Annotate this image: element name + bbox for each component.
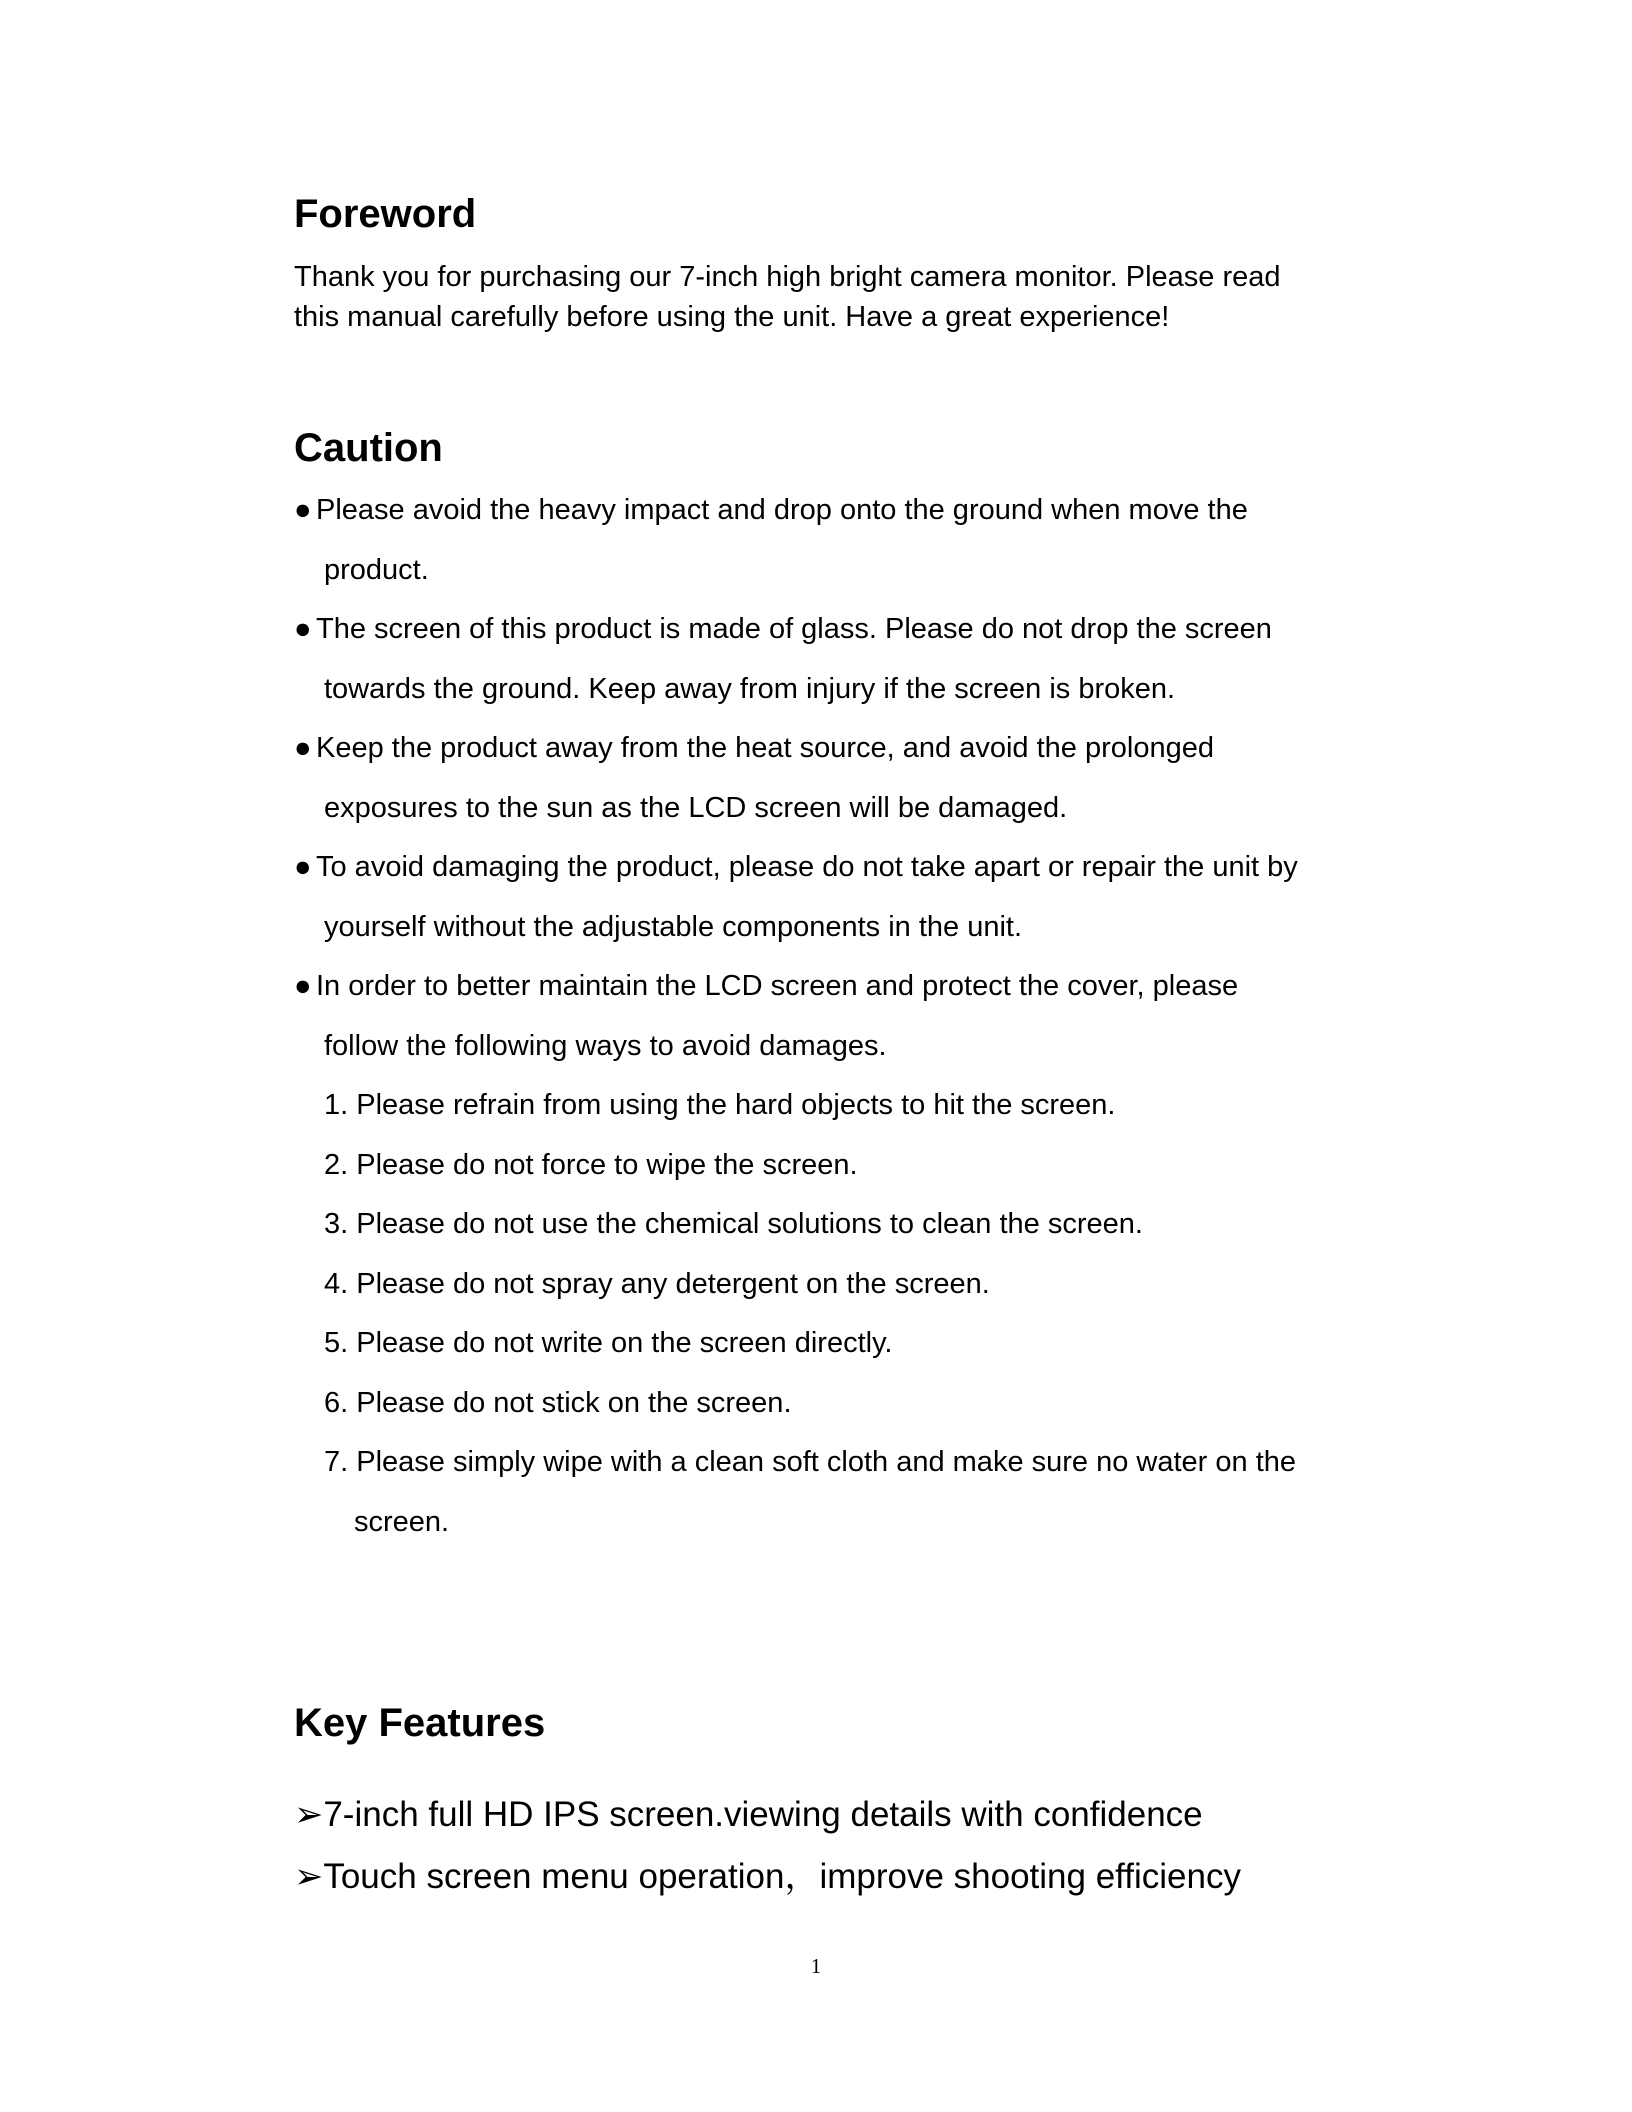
numbered-item-2: 2. Please do not force to wipe the screen.	[324, 1149, 858, 1181]
caution-item-1	[294, 496, 1248, 525]
foreword-text-line-1: Thank you for purchasing our 7-inch high bright camera monitor. Please read	[294, 261, 1281, 293]
caution-item-5	[294, 972, 1238, 1001]
caution-item-2-line-1: The screen of this product is made of glass. Please do not drop the screen	[316, 613, 1272, 645]
numbered-item-4: 4. Please do not spray any detergent on the screen.	[324, 1268, 990, 1300]
caution-item-1-line-1: Please avoid the heavy impact and drop onto the ground when move the	[316, 494, 1248, 526]
bullet-icon: ●	[294, 851, 312, 883]
feature-item-1	[294, 1797, 1203, 1832]
caution-item-2-line-2: towards the ground. Keep away from injury if the screen is broken.	[324, 673, 1176, 705]
page-number: 1	[810, 1954, 822, 1978]
arrow-bullet-icon: ➢	[294, 1795, 324, 1834]
bullet-icon: ●	[294, 494, 312, 526]
numbered-item-3: 3. Please do not use the chemical solutions to clean the screen.	[324, 1208, 1143, 1240]
caution-item-5-line-2: follow the following ways to avoid damages.	[324, 1030, 887, 1062]
key-features-heading: Key Features	[294, 1701, 546, 1745]
feature-item-2	[294, 1859, 1241, 1894]
bullet-icon: ●	[294, 613, 312, 645]
caution-item-1-line-2: product.	[324, 554, 429, 586]
caution-item-4-line-1: To avoid damaging the product, please do not take apart or repair the unit by	[316, 851, 1298, 883]
bullet-icon: ●	[294, 732, 312, 764]
numbered-item-7: 7. Please simply wipe with a clean soft cloth and make sure no water on the	[324, 1446, 1297, 1478]
caution-item-5-line-1: In order to better maintain the LCD screen and protect the cover, please	[316, 970, 1239, 1002]
feature-item-1-text: 7-inch full HD IPS screen.viewing details with confidence	[323, 1795, 1203, 1834]
foreword-text-line-2: this manual carefully before using the unit. Have a great experience!	[294, 301, 1170, 333]
caution-item-2	[294, 615, 1272, 644]
caution-heading: Caution	[294, 426, 443, 470]
numbered-item-6: 6. Please do not stick on the screen.	[324, 1387, 792, 1419]
caution-item-4	[294, 853, 1298, 882]
caution-item-3-line-1: Keep the product away from the heat source, and avoid the prolonged	[316, 732, 1214, 764]
caution-item-3-line-2: exposures to the sun as the LCD screen will be damaged.	[324, 792, 1068, 824]
caution-item-4-line-2: yourself without the adjustable components in the unit.	[324, 911, 1023, 943]
foreword-heading: Foreword	[294, 192, 477, 236]
numbered-item-5: 5. Please do not write on the screen directly.	[324, 1327, 893, 1359]
numbered-item-1: 1. Please refrain from using the hard objects to hit the screen.	[324, 1089, 1116, 1121]
numbered-item-7-line-2: screen.	[354, 1506, 450, 1538]
bullet-icon: ●	[294, 970, 312, 1002]
arrow-bullet-icon: ➢	[294, 1857, 324, 1896]
caution-item-3	[294, 734, 1214, 763]
feature-item-2-text: Touch screen menu operation，improve shooting efficiency	[323, 1857, 1241, 1896]
